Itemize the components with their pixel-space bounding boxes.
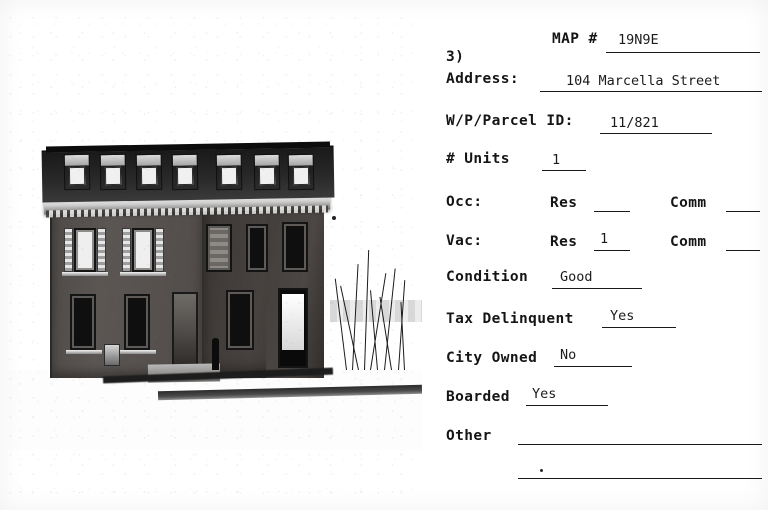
other-rule-2 <box>518 478 762 479</box>
units-rule <box>542 170 586 171</box>
window-second-floor <box>132 228 154 272</box>
boarded-label: Boarded <box>446 389 510 405</box>
vac-label: Vac: <box>446 233 483 249</box>
dormer-window <box>64 154 91 190</box>
window-first-floor <box>70 294 96 350</box>
window-first-floor <box>124 294 150 350</box>
vac-res-value[interactable]: 1 <box>600 231 609 247</box>
window-shutter <box>122 228 131 272</box>
doorway-opening <box>282 294 304 350</box>
window-second-floor <box>246 224 268 272</box>
other-rule-1 <box>518 444 762 445</box>
city-owned-value[interactable]: No <box>560 347 577 363</box>
parcel-id-value[interactable]: 11/821 <box>610 115 659 131</box>
weeds-brush <box>340 250 412 370</box>
condition-label: Condition <box>446 269 529 285</box>
window-second-floor <box>74 228 96 272</box>
window-shutter <box>155 228 164 272</box>
window-sill <box>62 272 108 276</box>
tax-delinquent-value[interactable]: Yes <box>610 308 635 324</box>
parcel-id-rule <box>600 133 712 134</box>
window-sill <box>120 272 166 276</box>
map-number-label: MAP # <box>552 31 598 47</box>
address-label: Address: <box>446 71 520 87</box>
vac-res-rule <box>594 250 630 251</box>
occ-comm-rule <box>726 211 760 212</box>
ground-area <box>8 370 422 450</box>
person-figure <box>212 338 219 370</box>
vac-res-label: Res <box>550 234 578 250</box>
vac-comm-rule <box>726 250 760 251</box>
dormer-window <box>172 154 199 190</box>
dormer-window <box>254 154 281 190</box>
ink-mark <box>540 469 543 472</box>
occ-label: Occ: <box>446 194 483 210</box>
address-rule <box>540 91 762 92</box>
tax-delinquent-label: Tax Delinquent <box>446 311 574 327</box>
window-first-floor <box>226 290 254 350</box>
survey-form <box>430 0 768 510</box>
window-shutter <box>97 228 106 272</box>
dormer-window <box>136 154 163 190</box>
address-value[interactable]: 104 Marcella Street <box>566 73 721 89</box>
condition-value[interactable]: Good <box>560 269 593 285</box>
dormer-window <box>288 154 315 190</box>
units-label: # Units <box>446 151 510 167</box>
occ-res-label: Res <box>550 195 578 211</box>
other-label: Other <box>446 428 492 444</box>
window-sill <box>66 350 102 354</box>
condition-rule <box>552 288 642 289</box>
vac-comm-label: Comm <box>670 234 707 250</box>
boarded-value[interactable]: Yes <box>532 386 557 402</box>
map-number-value[interactable]: 19N9E <box>618 32 659 48</box>
front-door <box>172 292 198 368</box>
boarded-rule <box>526 405 608 406</box>
parcel-id-label: W/P/Parcel ID: <box>446 113 574 129</box>
dormer-window <box>100 154 127 190</box>
window-shutter <box>64 228 73 272</box>
dormer-window <box>216 154 243 190</box>
tax-delinquent-rule <box>602 327 676 328</box>
map-number-rule <box>606 52 760 53</box>
trash-can <box>104 344 120 366</box>
record-number: 3) <box>446 49 465 65</box>
building-structure <box>30 142 330 380</box>
dust-speck <box>332 216 336 220</box>
occ-res-rule <box>594 211 630 212</box>
occ-comm-label: Comm <box>670 195 707 211</box>
window-sill <box>120 350 156 354</box>
building-photograph <box>8 14 422 496</box>
window-boarded <box>206 224 232 272</box>
units-value[interactable]: 1 <box>552 152 561 168</box>
window-second-floor <box>282 222 308 272</box>
city-owned-rule <box>554 366 632 367</box>
city-owned-label: City Owned <box>446 350 538 366</box>
